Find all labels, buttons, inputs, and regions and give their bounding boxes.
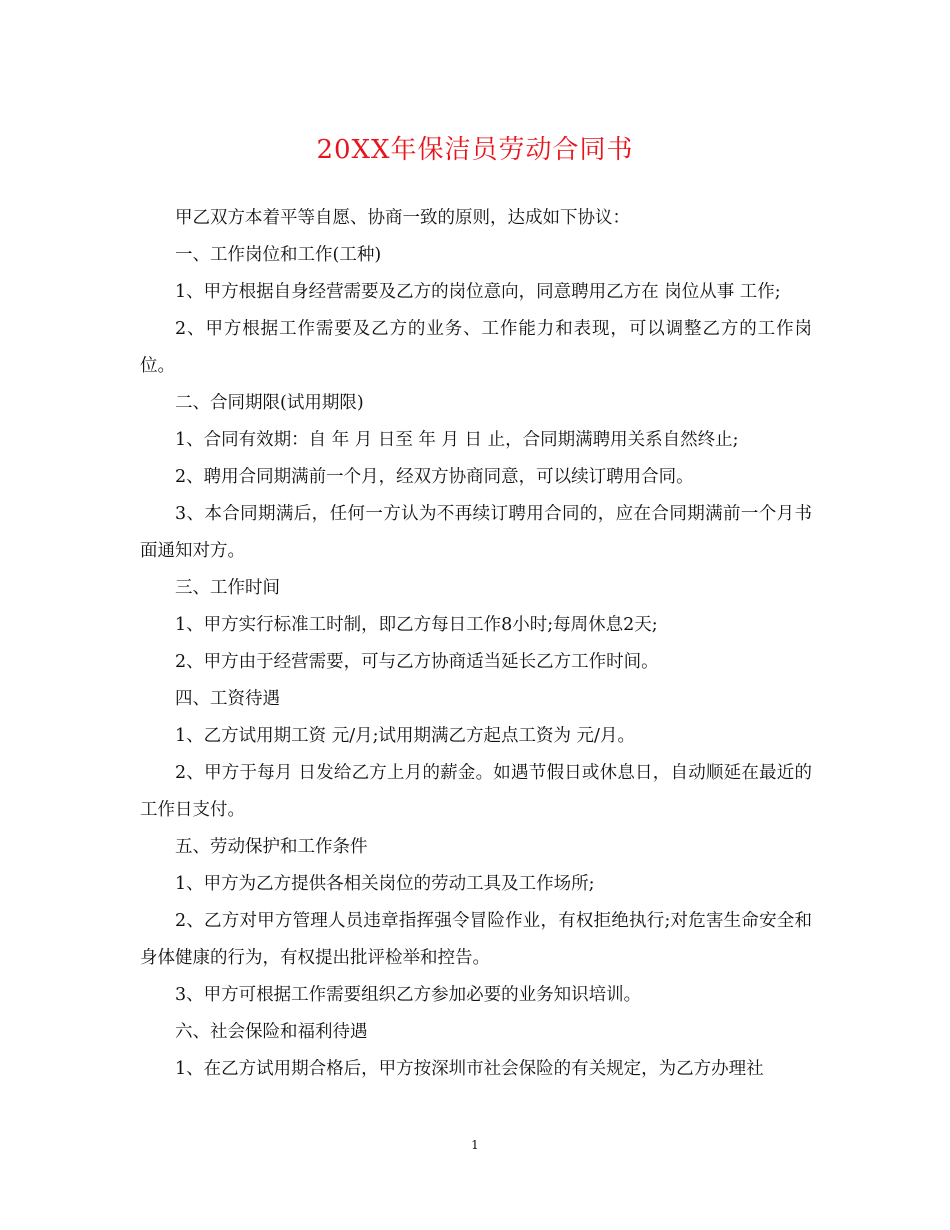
section-heading-6: 六、社会保险和福利待遇: [175, 1022, 368, 1042]
paragraph-intro: 甲乙双方本着平等自愿、协商一致的原则，达成如下协议：: [175, 208, 630, 228]
clause-2-1: 1、合同有效期：自 年 月 日至 年 月 日 止，合同期满聘用关系自然终止;: [175, 430, 739, 450]
section-heading-3: 三、工作时间: [175, 578, 280, 598]
clause-4-2: 2、甲方于每月 日发给乙方上月的薪金。如遇节假日或休息日，自动顺延在最近的工作日支付。: [140, 763, 812, 820]
clause-6-1: 1、在乙方试用期合格后，甲方按深圳市社会保险的有关规定，为乙方办理社: [175, 1059, 764, 1079]
section-heading-2: 二、合同期限(试用期限): [175, 393, 364, 413]
section-heading-5: 五、劳动保护和工作条件: [175, 837, 368, 857]
clause-1-1: 1、甲方根据自身经营需要及乙方的岗位意向，同意聘用乙方在 岗位从事 工作;: [175, 282, 781, 302]
document-title: 20XX年保洁员劳动合同书: [316, 135, 634, 165]
clause-3-2: 2、甲方由于经营需要，可与乙方协商适当延长乙方工作时间。: [175, 652, 659, 672]
clause-2-3: 3、本合同期满后，任何一方认为不再续订聘用合同的，应在合同期满前一个月书面通知对方。: [140, 504, 812, 561]
section-heading-4: 四、工资待遇: [175, 689, 280, 709]
clause-5-2: 2、乙方对甲方管理人员违章指挥强令冒险作业，有权拒绝执行;对危害生命安全和身体健康的行为，有权提出批评检举和控告。: [140, 911, 812, 968]
section-heading-1: 一、工作岗位和工作(工种): [175, 245, 382, 265]
clause-5-3: 3、甲方可根据工作需要组织乙方参加必要的业务知识培训。: [175, 985, 642, 1005]
clause-4-1: 1、乙方试用期工资 元/月;试用期满乙方起点工资为 元/月。: [175, 726, 635, 746]
page-number: 1: [471, 1138, 479, 1152]
clause-1-2: 2、甲方根据工作需要及乙方的业务、工作能力和表现，可以调整乙方的工作岗位。: [140, 319, 812, 376]
clause-3-1: 1、甲方实行标准工时制，即乙方每日工作8小时;每周休息2天;: [175, 615, 658, 635]
clause-5-1: 1、甲方为乙方提供各相关岗位的劳动工具及工作场所;: [175, 874, 595, 894]
clause-2-2: 2、聘用合同期满前一个月，经双方协商同意，可以续订聘用合同。: [175, 467, 694, 487]
document-body: [140, 200, 812, 1088]
